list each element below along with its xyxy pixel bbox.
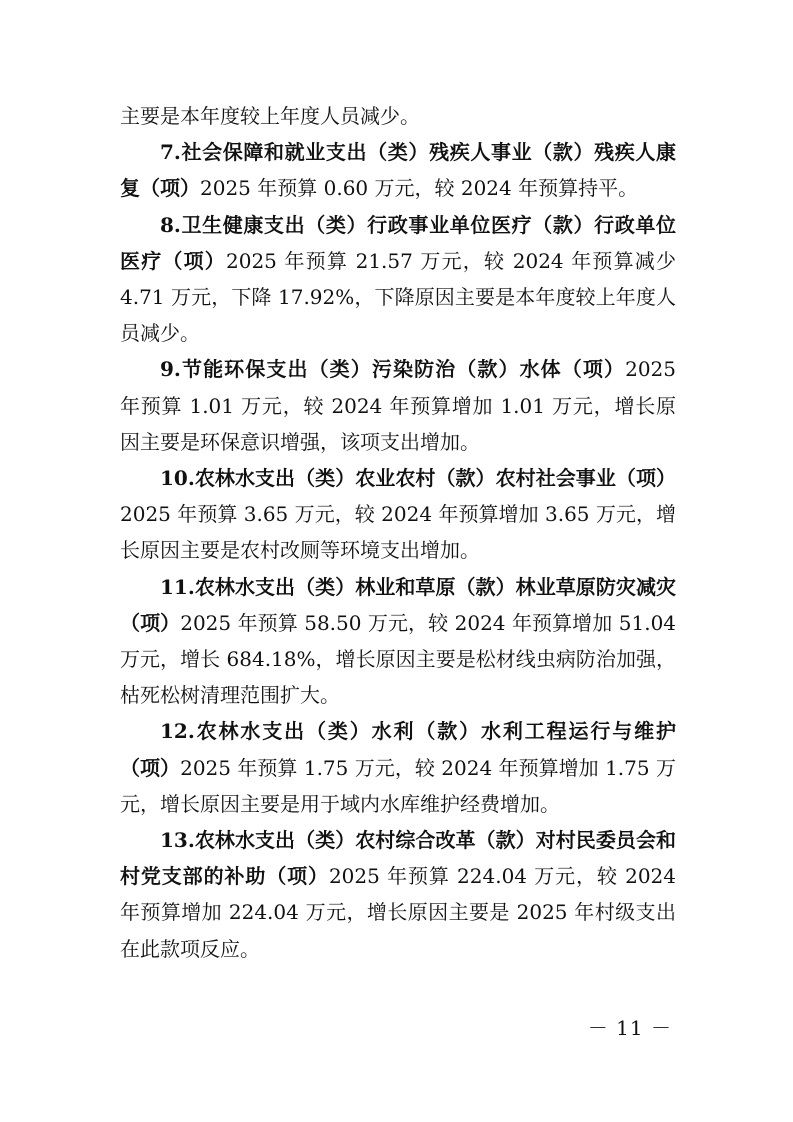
paragraph-heading: 11.农林水支出（类）林业和草原（款）林业草原防灾减灾（项） bbox=[120, 574, 676, 635]
paragraph-text: 2025 年预算 0.60 万元，较 2024 年预算持平。 bbox=[200, 176, 639, 201]
paragraph-heading: 7.社会保障和就业支出（类）残疾人事业（款）残疾人康复（项） bbox=[120, 140, 676, 201]
paragraph-text: 2025 年预算 1.75 万元，较 2024 年预算增加 1.75 万元，增长原因主要是用于域内水库维护经费增加。 bbox=[120, 755, 676, 816]
paragraph-text: 2025 年预算 58.50 万元，较 2024 年预算增加 51.04 万元，增长 684.18%，增长原因主要是松材线虫病防治加强，枯死松树清理范围扩大。 bbox=[120, 610, 677, 708]
paragraph-continuation bbox=[120, 98, 676, 134]
document-body bbox=[120, 98, 676, 967]
paragraph-item-10 bbox=[120, 460, 676, 569]
paragraph-heading: 12.农林水支出（类）水利（款）水利工程运行与维护（项） bbox=[120, 719, 676, 780]
paragraph-text: 2025 年预算 1.01 万元，较 2024 年预算增加 1.01 万元，增长原因主要是环保意识增强，该项支出增加。 bbox=[120, 357, 676, 454]
paragraph-heading: 13.农林水支出（类）农村综合改革（款）对村民委员会和村党支部的补助（项） bbox=[120, 828, 676, 889]
paragraph-heading: 8.卫生健康支出（类）行政事业单位医疗（款）行政单位医疗（项） bbox=[120, 212, 676, 273]
page-number: － 11 － bbox=[587, 1016, 672, 1040]
paragraph-text: 2025 年预算 21.57 万元，较 2024 年预算减少 4.71 万元，下降 17.92%，下降原因主要是本年度较上年度人员减少。 bbox=[120, 248, 677, 346]
paragraph-item-8 bbox=[120, 207, 676, 352]
paragraph-text: 2025 年预算 3.65 万元，较 2024 年预算增加 3.65 万元，增长原因主要是农村改厕等环境支出增加。 bbox=[120, 502, 676, 563]
paragraph-item-9 bbox=[120, 351, 676, 460]
paragraph-item-7 bbox=[120, 134, 676, 206]
paragraph-heading: 9.节能环保支出（类）污染防治（款）水体（项） bbox=[160, 357, 626, 382]
paragraph-item-13 bbox=[120, 822, 676, 967]
paragraph-heading: 10.农林水支出（类）农业农村（款）农村社会事业（项） bbox=[160, 466, 676, 491]
paragraph-text: 2025 年预算 224.04 万元，较 2024 年预算增加 224.04 万元，增长原因主要是 2025 年村级支出在此款项反应。 bbox=[120, 864, 676, 961]
paragraph-item-11 bbox=[120, 569, 676, 714]
paragraph-text: 主要是本年度较上年度人员减少。 bbox=[120, 104, 420, 128]
paragraph-item-12 bbox=[120, 713, 676, 822]
